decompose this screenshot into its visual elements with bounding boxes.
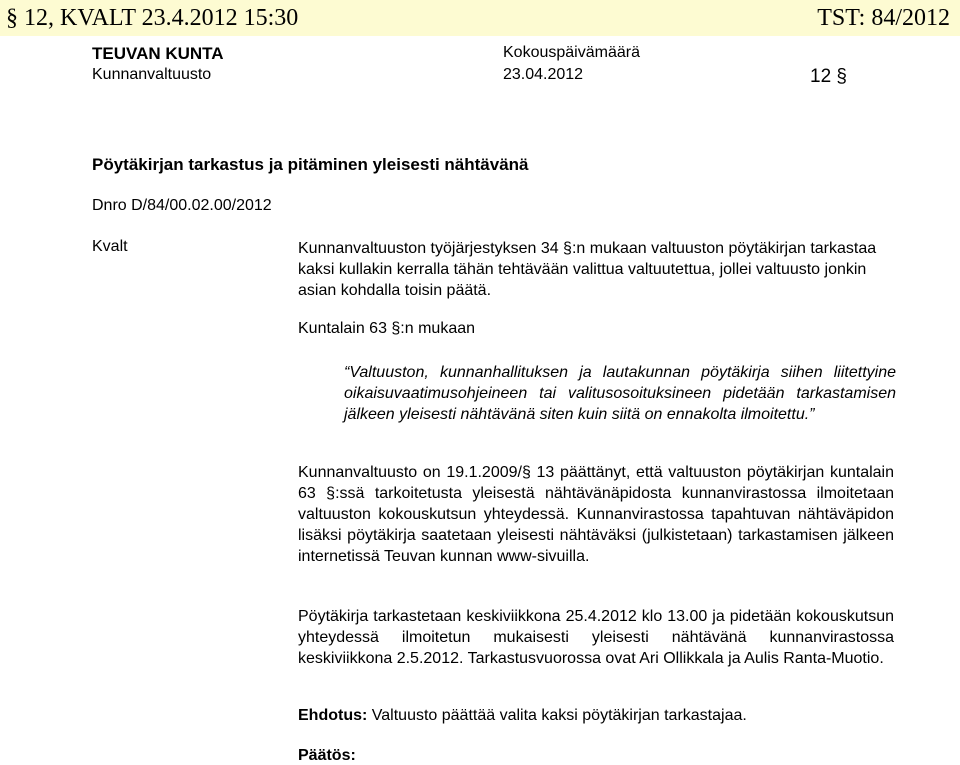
page-title: Pöytäkirjan tarkastus ja pitäminen yleisesti nähtävänä [92,155,529,174]
preparer-label: Kvalt [92,238,128,255]
banner-record-number: TST: 84/2012 [817,5,950,31]
organization-name: TEUVAN KUNTA [92,44,224,63]
banner-section-ref: § 12, KVALT 23.4.2012 15:30 [6,5,299,31]
meeting-date-label: Kokouspäivämäärä [503,44,640,61]
legal-reference: Kuntalain 63 §:n mukaan [298,320,476,337]
meeting-date: 23.04.2012 [503,66,584,83]
law-quote: “Valtuuston, kunnanhallituksen ja lautakunnan pöytäkirja siihen liitettyine oikaisuvaatimusohjeineen tai valitusosoituksineen pidetään tarkastamisen jälkeen yleisesti nähtävänä siten kuin siitä on ennakolta ilmoitettu.” [344,364,896,423]
paragraph-procedure: Kunnanvaltuuston työjärjestyksen 34 §:n mukaan valtuuston pöytäkirjan tarkastaa kaksi kullakin kerralla tähän tehtävään valittua valtuutettua, jollei valtuusto jonkin asian kohdalla toisin päätä. [298,240,877,299]
section-number: 12 § [810,66,847,87]
paragraph-council-decision: Kunnanvaltuusto on 19.1.2009/§ 13 päättänyt, että valtuuston pöytäkirjan kuntalain 63 §:ssä tarkoitetusta yleisestä nähtävänäpidosta kunnanvirastossa ilmoitetaan valtuuston kokouskutsun yhteydessä. Kunnanvirastossa tapahtuvan nähtäväpidon lisäksi pöytäkirja saatetaan yleisesti nähtäväksi (julkistetaan) tarkastamisen jälkeen internetissä Teuvan kunnan www-sivuilla. [298,464,894,565]
proposal [298,707,747,725]
diary-number: Dnro D/84/00.02.00/2012 [92,197,272,214]
proposal-text: Valtuusto päättää valita kaksi pöytäkirjan tarkastajaa. [371,707,747,724]
proposal-label: Ehdotus: [298,707,368,724]
section-banner [0,0,960,36]
paragraph-inspection-schedule: Pöytäkirja tarkastetaan keskiviikkona 25.4.2012 klo 13.00 ja pidetään kokouskutsun yhteydessä ilmoitetun mukaisesti yleisesti nähtävänä kunnanvirastossa keskiviikkona 2.5.2012. Tarkastusvuorossa ovat Ari Ollikkala ja Aulis Ranta-Muotio. [298,608,894,667]
decision-label: Päätös: [298,747,356,764]
governing-body: Kunnanvaltuusto [92,66,212,83]
